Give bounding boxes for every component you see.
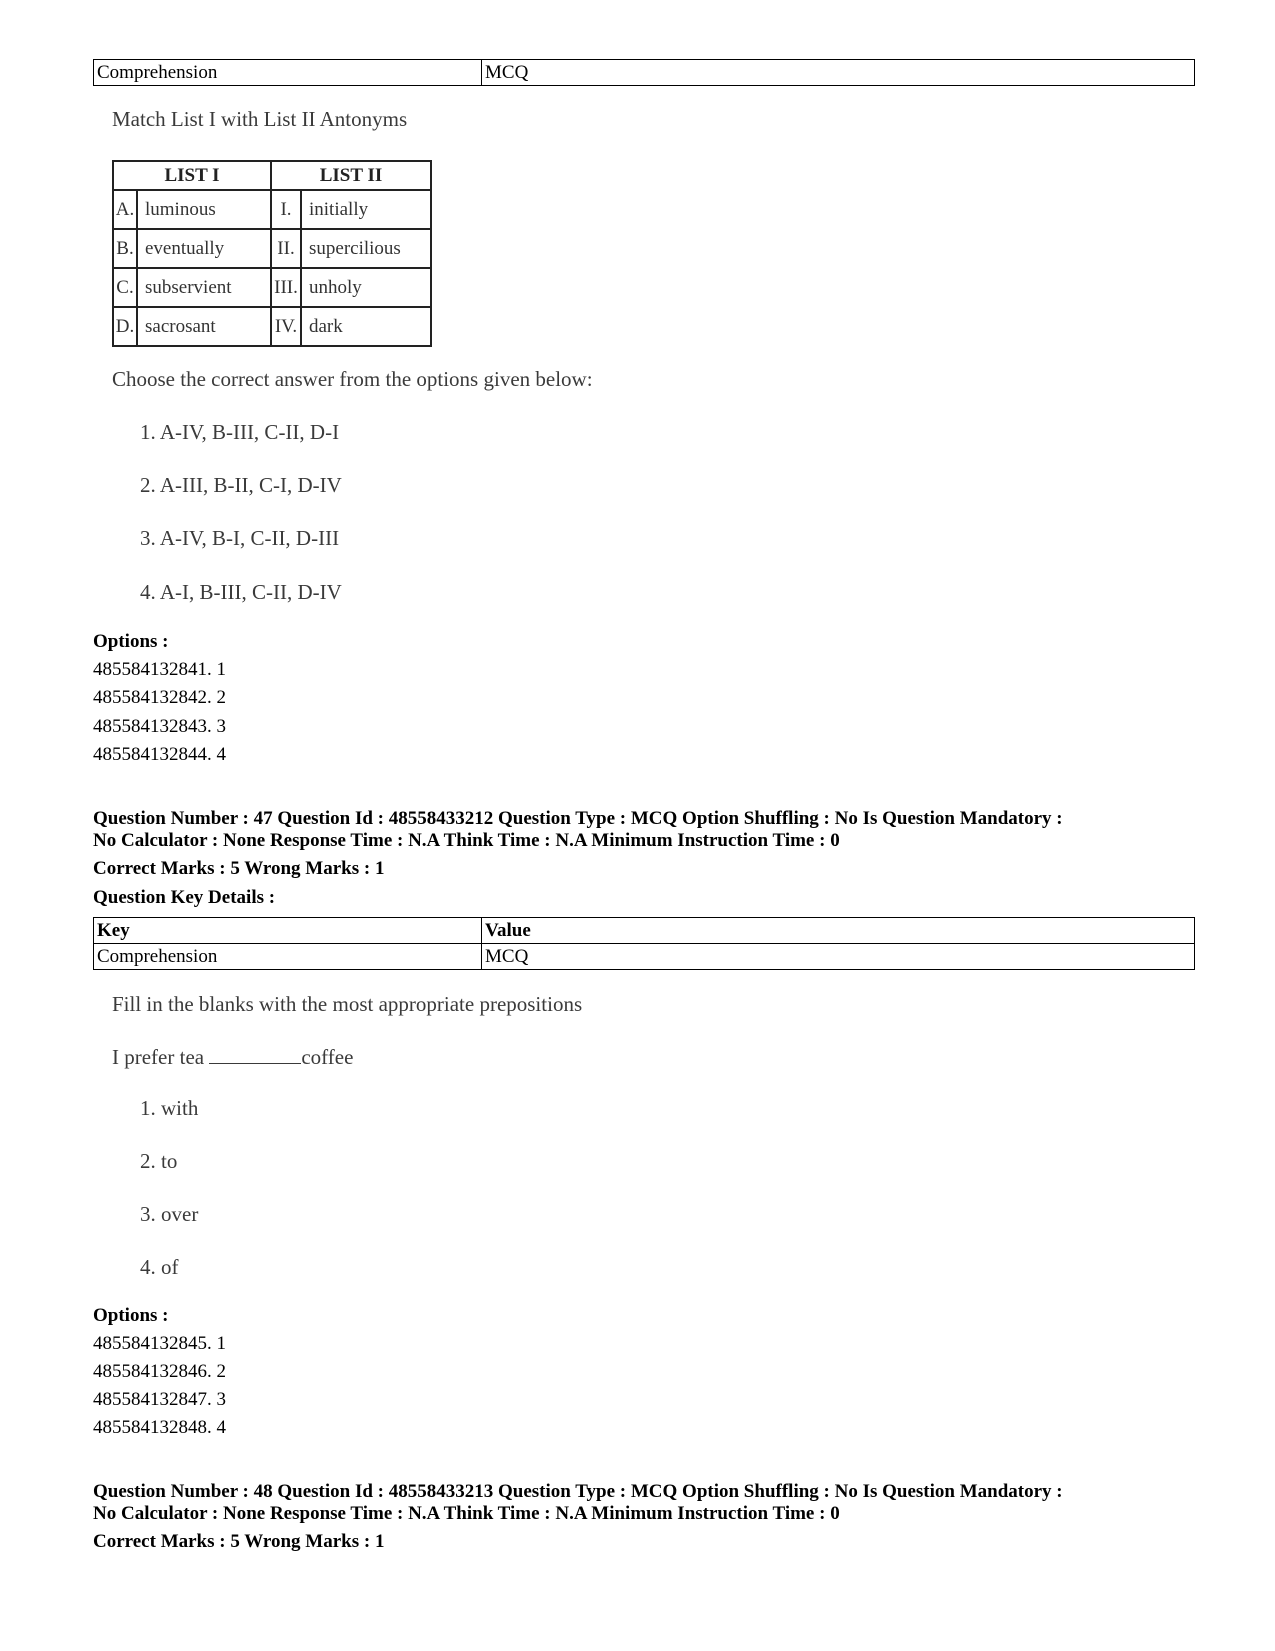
q47-key-details-label: Question Key Details : (93, 887, 276, 908)
row-antonym: dark (301, 307, 431, 346)
q47-option-4: 485584132848. 4 (93, 1417, 226, 1438)
blank-line (209, 1043, 301, 1064)
q47-choice-1: 1. with (140, 1096, 199, 1120)
q46-option-1: 485584132841. 1 (93, 659, 226, 680)
q46-list-table (112, 160, 432, 347)
q47-choice-2: 2. to (140, 1149, 178, 1173)
q47-marks: Correct Marks : 5 Wrong Marks : 1 (93, 858, 385, 879)
list-2-header: LIST II (271, 161, 431, 190)
key-cell: Comprehension (94, 944, 482, 970)
row-roman: IV. (271, 307, 301, 346)
value-cell: MCQ (482, 60, 1195, 86)
row-word: eventually (137, 229, 271, 268)
row-roman: III. (271, 268, 301, 307)
row-roman: II. (271, 229, 301, 268)
row-antonym: initially (301, 190, 431, 229)
q46-option-2: 485584132842. 2 (93, 687, 226, 708)
value-cell: MCQ (482, 944, 1195, 970)
q48-marks: Correct Marks : 5 Wrong Marks : 1 (93, 1531, 385, 1552)
q46-instruction: Match List I with List II Antonyms (112, 107, 408, 131)
q47-instruction: Fill in the blanks with the most appropriate prepositions (112, 992, 583, 1016)
q46-choice-2: 2. A-III, B-II, C-I, D-IV (140, 473, 342, 497)
q47-key-table (93, 917, 1195, 970)
q48-meta-line-2: No Calculator : None Response Time : N.A Think Time : N.A Minimum Instruction Time : 0 (93, 1503, 840, 1524)
row-letter: B. (113, 229, 137, 268)
value-header: Value (482, 918, 1195, 944)
row-letter: A. (113, 190, 137, 229)
row-antonym: supercilious (301, 229, 431, 268)
q47-options-label: Options : (93, 1305, 169, 1326)
row-letter: D. (113, 307, 137, 346)
row-word: luminous (137, 190, 271, 229)
q46-choice-3: 3. A-IV, B-I, C-II, D-III (140, 526, 340, 550)
list-header-row (113, 161, 431, 190)
q46-prompt: Choose the correct answer from the options given below: (112, 367, 593, 391)
row-antonym: unholy (301, 268, 431, 307)
q47-choice-4: 4. of (140, 1255, 179, 1279)
row-word: subservient (137, 268, 271, 307)
q46-choice-1: 1. A-IV, B-III, C-II, D-I (140, 420, 340, 444)
q47-option-1: 485584132845. 1 (93, 1333, 226, 1354)
q47-choice-3: 3. over (140, 1202, 199, 1226)
q47-option-3: 485584132847. 3 (93, 1389, 226, 1410)
table-row (113, 229, 431, 268)
q46-key-table (93, 59, 1195, 86)
q48-meta-line-1: Question Number : 48 Question Id : 48558433213 Question Type : MCQ Option Shuffling : No Is Question Mandatory : (93, 1481, 1063, 1502)
q46-choice-4: 4. A-I, B-III, C-II, D-IV (140, 580, 342, 604)
table-row (94, 944, 1195, 970)
table-header-row (94, 918, 1195, 944)
table-row (113, 190, 431, 229)
row-roman: I. (271, 190, 301, 229)
q46-option-4: 485584132844. 4 (93, 744, 226, 765)
q46-option-3: 485584132843. 3 (93, 716, 226, 737)
q47-meta-line-2: No Calculator : None Response Time : N.A Think Time : N.A Minimum Instruction Time : 0 (93, 830, 840, 851)
q47-option-2: 485584132846. 2 (93, 1361, 226, 1382)
q47-sentence (112, 1043, 353, 1070)
list-1-header: LIST I (113, 161, 271, 190)
sentence-start: I prefer tea (112, 1045, 205, 1069)
key-cell: Comprehension (94, 60, 482, 86)
row-word: sacrosant (137, 307, 271, 346)
key-header: Key (94, 918, 482, 944)
table-row (94, 60, 1195, 86)
sentence-end: coffee (301, 1045, 354, 1069)
q46-options-label: Options : (93, 631, 169, 652)
table-row (113, 268, 431, 307)
row-letter: C. (113, 268, 137, 307)
table-row (113, 307, 431, 346)
q47-meta-line-1: Question Number : 47 Question Id : 48558433212 Question Type : MCQ Option Shuffling : No Is Question Mandatory : (93, 808, 1063, 829)
